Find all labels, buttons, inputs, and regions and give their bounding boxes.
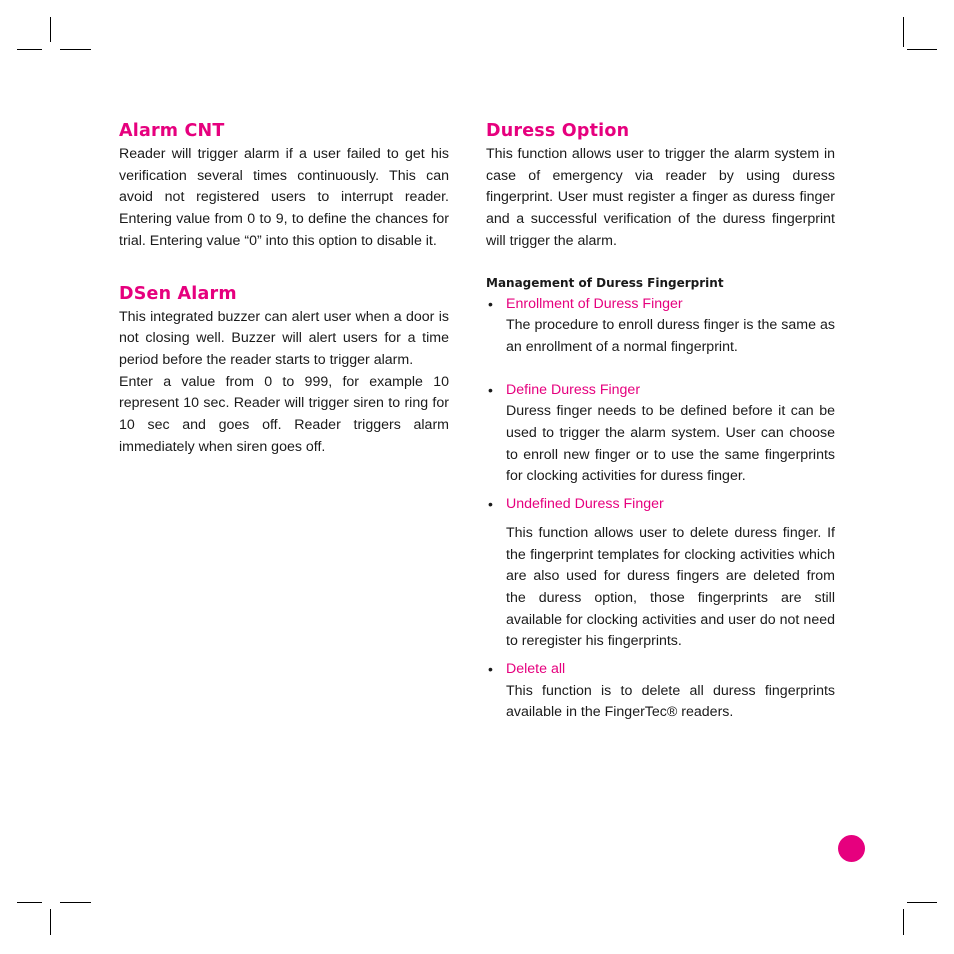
bullet-title-undefined: Undefined Duress Finger [506,496,664,513]
crop-mark-tl-h1 [17,49,42,50]
duress-option-section [486,118,835,253]
crop-mark-tr-h [907,49,937,50]
right-column [486,118,835,724]
left-column [119,118,449,458]
bullet-body-delete-all: This function is to delete all duress fingerprints available in the FingerTec® readers. [506,682,835,721]
crop-mark-bl-h1 [17,902,42,903]
list-item-undefined [486,494,835,653]
bullet-title-define: Define Duress Finger [506,381,641,398]
bullet-title-delete-all: Delete all [506,661,566,678]
bullet-dot: • [488,295,493,312]
bullet-dot: • [488,381,493,398]
page-marker-dot [838,835,865,862]
list-item-delete-all [486,659,835,724]
management-subheading: Management of Duress Fingerprint [486,275,724,290]
dsen-alarm-body-2: Enter a value from 0 to 999, for example 10 represent 10 sec. Reader will trigger siren to ring for 10 sec and goes off. Reader triggers alarm immediately when siren goes off. [119,373,449,455]
list-item-enrollment [486,294,835,359]
dsen-alarm-body-1: This integrated buzzer can alert user when a door is not closing well. Buzzer will alert users for a time period before the reader starts to trigger alarm. [119,308,449,368]
alarm-cnt-body: Reader will trigger alarm if a user failed to get his verification several times continuously. This can avoid not registered users to interrupt reader. Entering value from 0 to 9, to define the chances for trial. Entering value “0” into this option to disable it. [119,146,449,249]
bullet-dot: • [488,496,493,513]
crop-mark-tr-v [903,17,904,47]
dsen-alarm-heading: DSen Alarm [119,283,237,304]
duress-option-heading: Duress Option [486,121,630,141]
bullet-body-define: Duress finger needs to be defined before it can be used to trigger the alarm system. User can choose to enroll new finger or to use the same fingerprints for clocking activities for duress finger. [506,403,835,485]
crop-mark-bl-h2 [60,902,91,903]
crop-mark-br-v [903,909,904,935]
crop-mark-br-h [907,902,937,903]
list-item-define [486,380,835,489]
alarm-cnt-heading: Alarm CNT [119,121,225,141]
alarm-cnt-section [119,118,449,253]
crop-mark-tl-h2 [60,49,91,50]
bullet-body-enrollment: The procedure to enroll duress finger is the same as an enrollment of a normal fingerprint. [506,317,835,355]
crop-mark-tl-v [50,17,51,42]
bullet-title-enrollment: Enrollment of Duress Finger [506,295,683,312]
bullet-body-undefined: This function allows user to delete duress finger. If the fingerprint templates for clocking activities which are also used for duress fingers are deleted from the duress option, those fingerprints are still available for clocking activities and user do not need to reregister his fingerprints. [506,524,835,650]
crop-mark-bl-v [50,909,51,935]
dsen-alarm-section [119,281,449,459]
bullet-dot: • [488,661,493,678]
duress-option-body: This function allows user to trigger the alarm system in case of emergency via reader by using duress fingerprint. User must register a finger as duress finger and a successful verification of the duress fingerprint will trigger the alarm. [486,146,835,249]
